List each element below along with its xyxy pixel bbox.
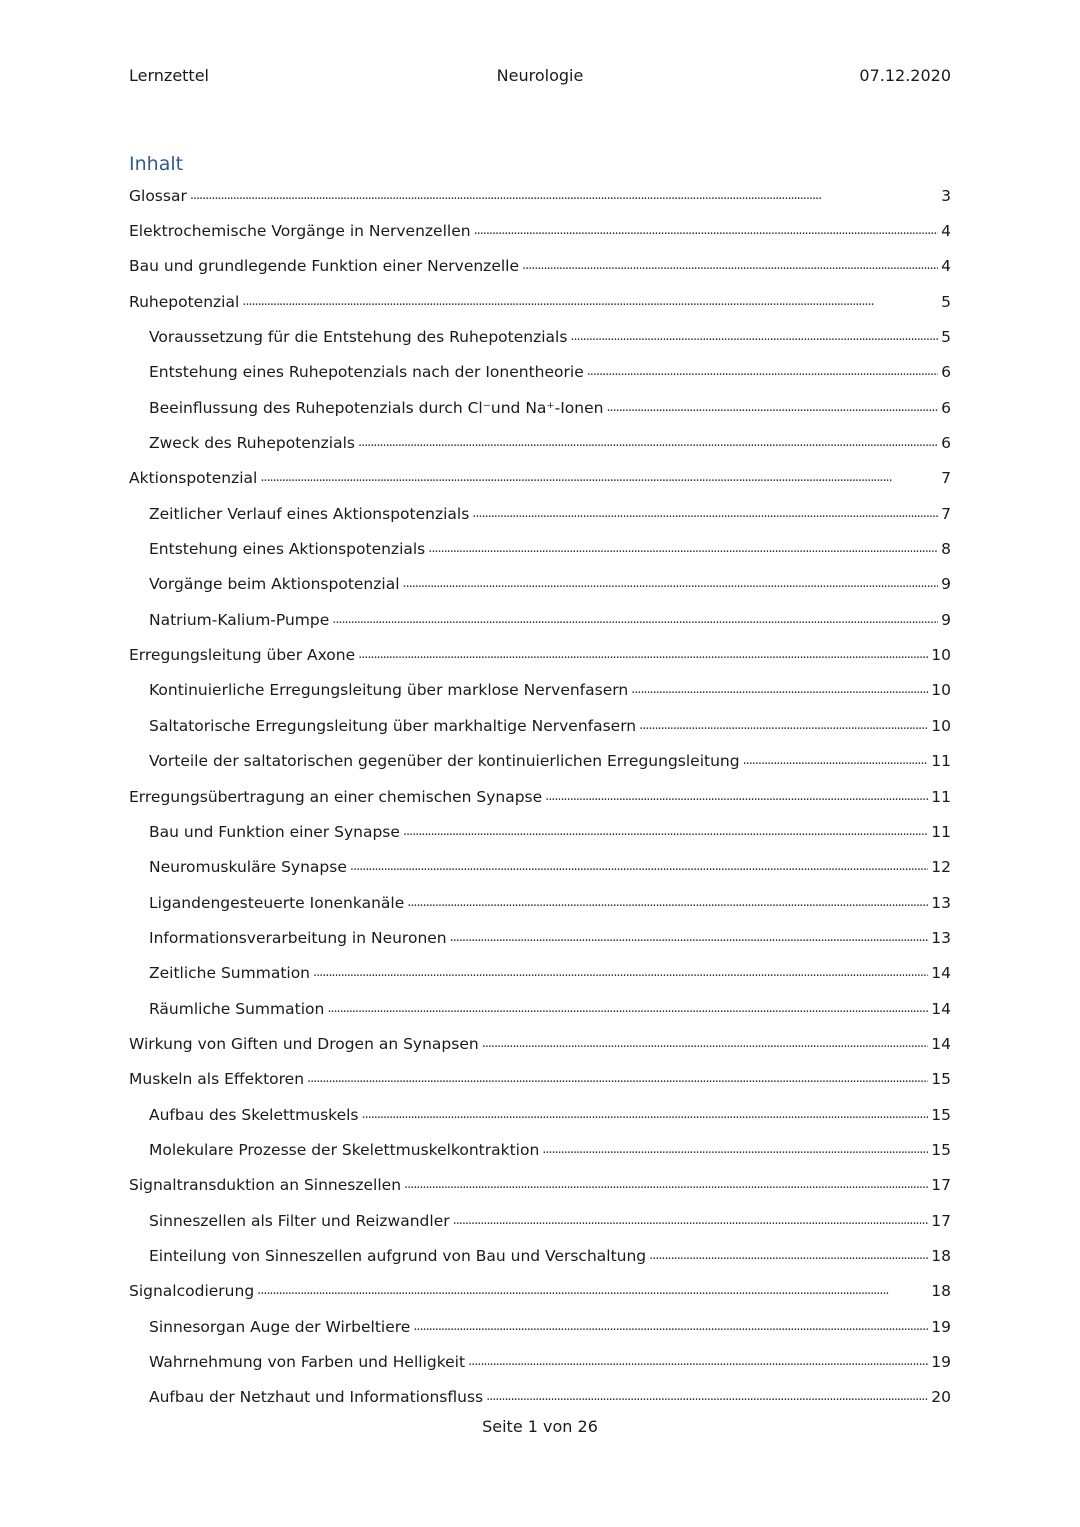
toc-entry-page-number: 6 bbox=[941, 398, 951, 417]
toc-entry[interactable] bbox=[129, 1132, 951, 1167]
toc-dot-leader bbox=[474, 221, 938, 241]
toc-entry-page-number: 17 bbox=[931, 1211, 951, 1230]
toc-entry-title: Zeitliche Summation bbox=[149, 964, 311, 983]
toc-dot-leader bbox=[257, 1281, 928, 1301]
toc-entry-title: Sinneszellen als Filter und Reizwandler bbox=[149, 1211, 450, 1230]
toc-entry-title: Signalcodierung bbox=[129, 1282, 255, 1301]
toc-entry-page-number: 11 bbox=[931, 752, 951, 771]
toc-dot-leader bbox=[587, 362, 938, 382]
toc-entry-page-number: 9 bbox=[941, 610, 951, 629]
toc-dot-leader bbox=[482, 1034, 929, 1054]
toc-entry-title: Voraussetzung für die Entstehung des Ruhepotenzials bbox=[149, 328, 568, 347]
toc-heading: Inhalt bbox=[129, 153, 184, 175]
toc-entry-page-number: 19 bbox=[931, 1317, 951, 1336]
toc-entry-page-number: 13 bbox=[931, 893, 951, 912]
toc-dot-leader bbox=[307, 1069, 928, 1089]
toc-entry-title: Signaltransduktion an Sinneszellen bbox=[129, 1176, 402, 1195]
toc-entry-page-number: 18 bbox=[931, 1282, 951, 1301]
toc-entry-title: Beeinflussung des Ruhepotenzials durch Cl⁻und Na⁺-Ionen bbox=[149, 398, 604, 417]
toc-entry-page-number: 7 bbox=[941, 504, 951, 523]
toc-entry[interactable] bbox=[129, 461, 951, 496]
toc-entry-page-number: 10 bbox=[931, 681, 951, 700]
toc-entry[interactable] bbox=[129, 637, 951, 672]
toc-dot-leader bbox=[453, 1211, 929, 1231]
toc-entry[interactable] bbox=[129, 1062, 951, 1097]
toc-dot-leader bbox=[606, 398, 938, 418]
toc-entry[interactable] bbox=[129, 284, 951, 319]
toc-entry-page-number: 8 bbox=[941, 540, 951, 559]
toc-entry-page-number: 6 bbox=[941, 363, 951, 382]
toc-dot-leader bbox=[190, 186, 938, 206]
toc-entry[interactable] bbox=[129, 673, 951, 708]
toc-entry[interactable] bbox=[129, 1097, 951, 1132]
toc-dot-leader bbox=[407, 893, 928, 913]
toc-entry[interactable] bbox=[129, 1380, 951, 1415]
toc-dot-leader bbox=[358, 645, 928, 665]
toc-entry-page-number: 10 bbox=[931, 716, 951, 735]
toc-dot-leader bbox=[403, 822, 928, 842]
toc-entry-title: Ligandengesteuerte Ionenkanäle bbox=[149, 893, 405, 912]
toc-entry[interactable] bbox=[129, 249, 951, 284]
toc-entry-title: Aufbau der Netzhaut und Informationsfluss bbox=[149, 1388, 484, 1407]
toc-dot-leader bbox=[468, 1352, 928, 1372]
toc-entry[interactable] bbox=[129, 178, 951, 213]
toc-entry-title: Elektrochemische Vorgänge in Nervenzellen bbox=[129, 222, 471, 241]
toc-entry-title: Bau und Funktion einer Synapse bbox=[149, 822, 400, 841]
toc-entry-title: Ruhepotenzial bbox=[129, 292, 240, 311]
toc-dot-leader bbox=[570, 327, 938, 347]
toc-entry-title: Muskeln als Effektoren bbox=[129, 1070, 305, 1089]
toc-entry-page-number: 13 bbox=[931, 928, 951, 947]
toc-entry[interactable] bbox=[129, 390, 951, 425]
header-left-text: Lernzettel bbox=[129, 66, 209, 85]
page-footer: Seite 1 von 26 bbox=[482, 1417, 598, 1436]
toc-entry-title: Saltatorische Erregungsleitung über markhaltige Nervenfasern bbox=[149, 716, 637, 735]
toc-entry-title: Vorteile der saltatorischen gegenüber der kontinuierlichen Erregungsleitung bbox=[149, 752, 740, 771]
toc-entry[interactable] bbox=[129, 814, 951, 849]
toc-dot-leader bbox=[404, 1175, 928, 1195]
toc-dot-leader bbox=[242, 292, 938, 312]
toc-dot-leader bbox=[450, 928, 929, 948]
toc-entry-title: Zeitlicher Verlauf eines Aktionspotenzials bbox=[149, 504, 470, 523]
toc-entry[interactable] bbox=[129, 1344, 951, 1379]
toc-entry[interactable] bbox=[129, 1026, 951, 1061]
toc-dot-leader bbox=[639, 716, 928, 736]
toc-dot-leader bbox=[542, 1140, 928, 1160]
toc-entry-page-number: 15 bbox=[931, 1105, 951, 1124]
toc-entry-page-number: 19 bbox=[931, 1353, 951, 1372]
toc-entry-page-number: 10 bbox=[931, 646, 951, 665]
toc-entry-title: Erregungsübertragung an einer chemischen Synapse bbox=[129, 787, 543, 806]
toc-entry[interactable] bbox=[129, 850, 951, 885]
toc-entry-title: Vorgänge beim Aktionspotenzial bbox=[149, 575, 400, 594]
toc-entry-title: Kontinuierliche Erregungsleitung über marklose Nervenfasern bbox=[149, 681, 629, 700]
toc-entry[interactable] bbox=[129, 920, 951, 955]
toc-entry-page-number: 12 bbox=[931, 858, 951, 877]
toc-entry-page-number: 5 bbox=[941, 292, 951, 311]
toc-entry[interactable] bbox=[129, 1274, 951, 1309]
toc-dot-leader bbox=[522, 256, 938, 276]
toc-dot-leader bbox=[413, 1317, 928, 1337]
toc-entry-title: Räumliche Summation bbox=[149, 999, 325, 1018]
toc-entry[interactable] bbox=[129, 1203, 951, 1238]
toc-entry-page-number: 4 bbox=[941, 257, 951, 276]
toc-entry[interactable] bbox=[129, 213, 951, 248]
toc-entry-page-number: 17 bbox=[931, 1176, 951, 1195]
toc-entry[interactable] bbox=[129, 355, 951, 390]
toc-dot-leader bbox=[332, 610, 938, 630]
toc-entry-page-number: 15 bbox=[931, 1070, 951, 1089]
toc-entry[interactable] bbox=[129, 496, 951, 531]
toc-dot-leader bbox=[403, 574, 938, 594]
toc-entry-title: Entstehung eines Ruhepotenzials nach der Ionentheorie bbox=[149, 363, 584, 382]
toc-entry-title: Molekulare Prozesse der Skelettmuskelkontraktion bbox=[149, 1140, 540, 1159]
toc-entry-title: Aufbau des Skelettmuskels bbox=[149, 1105, 359, 1124]
toc-dot-leader bbox=[545, 787, 928, 807]
toc-entry-title: Sinnesorgan Auge der Wirbeltiere bbox=[149, 1317, 411, 1336]
toc-entry[interactable] bbox=[129, 1309, 951, 1344]
toc-entry-title: Zweck des Ruhepotenzials bbox=[149, 434, 355, 453]
toc-entry-title: Entstehung eines Aktionspotenzials bbox=[149, 540, 426, 559]
toc-dot-leader bbox=[743, 751, 929, 771]
toc-dot-leader bbox=[358, 433, 938, 453]
toc-entry-title: Erregungsleitung über Axone bbox=[129, 646, 356, 665]
toc-dot-leader bbox=[486, 1387, 928, 1407]
toc-entry-page-number: 11 bbox=[931, 787, 951, 806]
toc-entry-page-number: 3 bbox=[941, 186, 951, 205]
toc-entry[interactable] bbox=[129, 602, 951, 637]
header-center-text: Neurologie bbox=[496, 66, 584, 85]
toc-entry-title: Einteilung von Sinneszellen aufgrund von Bau und Verschaltung bbox=[149, 1246, 647, 1265]
header-date: 07.12.2020 bbox=[859, 66, 951, 85]
toc-dot-leader bbox=[428, 539, 938, 559]
toc-entry-page-number: 18 bbox=[931, 1246, 951, 1265]
toc-entry-page-number: 7 bbox=[941, 469, 951, 488]
toc-dot-leader bbox=[327, 999, 928, 1019]
toc-entry[interactable] bbox=[129, 1168, 951, 1203]
toc-entry[interactable] bbox=[129, 531, 951, 566]
toc-entry[interactable] bbox=[129, 319, 951, 354]
toc-entry-page-number: 14 bbox=[931, 964, 951, 983]
toc-entry[interactable] bbox=[129, 567, 951, 602]
toc-entry-page-number: 4 bbox=[941, 222, 951, 241]
toc-entry-title: Natrium-Kalium-Pumpe bbox=[149, 610, 330, 629]
toc-entry[interactable] bbox=[129, 744, 951, 779]
toc-entry-title: Neuromuskuläre Synapse bbox=[149, 858, 347, 877]
toc-entry[interactable] bbox=[129, 708, 951, 743]
toc-entry-page-number: 15 bbox=[931, 1140, 951, 1159]
toc-entry-title: Informationsverarbeitung in Neuronen bbox=[149, 928, 447, 947]
toc-entry-page-number: 14 bbox=[931, 999, 951, 1018]
toc-entry[interactable] bbox=[129, 991, 951, 1026]
table-of-contents bbox=[129, 178, 951, 1415]
toc-entry[interactable] bbox=[129, 1238, 951, 1273]
toc-entry[interactable] bbox=[129, 425, 951, 460]
toc-entry-title: Aktionspotenzial bbox=[129, 469, 258, 488]
toc-entry-page-number: 20 bbox=[931, 1388, 951, 1407]
toc-entry-title: Wahrnehmung von Farben und Helligkeit bbox=[149, 1353, 466, 1372]
toc-entry-page-number: 9 bbox=[941, 575, 951, 594]
toc-dot-leader bbox=[350, 857, 928, 877]
toc-entry[interactable] bbox=[129, 956, 951, 991]
toc-entry-page-number: 11 bbox=[931, 822, 951, 841]
toc-entry-title: Wirkung von Giften und Drogen an Synapsen bbox=[129, 1034, 479, 1053]
page-header bbox=[129, 66, 951, 90]
toc-dot-leader bbox=[472, 504, 938, 524]
toc-entry-page-number: 14 bbox=[931, 1034, 951, 1053]
toc-entry[interactable] bbox=[129, 779, 951, 814]
toc-entry-title: Glossar bbox=[129, 186, 187, 205]
toc-dot-leader bbox=[631, 680, 928, 700]
toc-entry-page-number: 5 bbox=[941, 328, 951, 347]
toc-dot-leader bbox=[649, 1246, 928, 1266]
toc-entry[interactable] bbox=[129, 885, 951, 920]
toc-dot-leader bbox=[313, 963, 928, 983]
toc-entry-title: Bau und grundlegende Funktion einer Nervenzelle bbox=[129, 257, 520, 276]
toc-dot-leader bbox=[260, 468, 938, 488]
toc-entry-page-number: 6 bbox=[941, 434, 951, 453]
toc-dot-leader bbox=[362, 1105, 929, 1125]
